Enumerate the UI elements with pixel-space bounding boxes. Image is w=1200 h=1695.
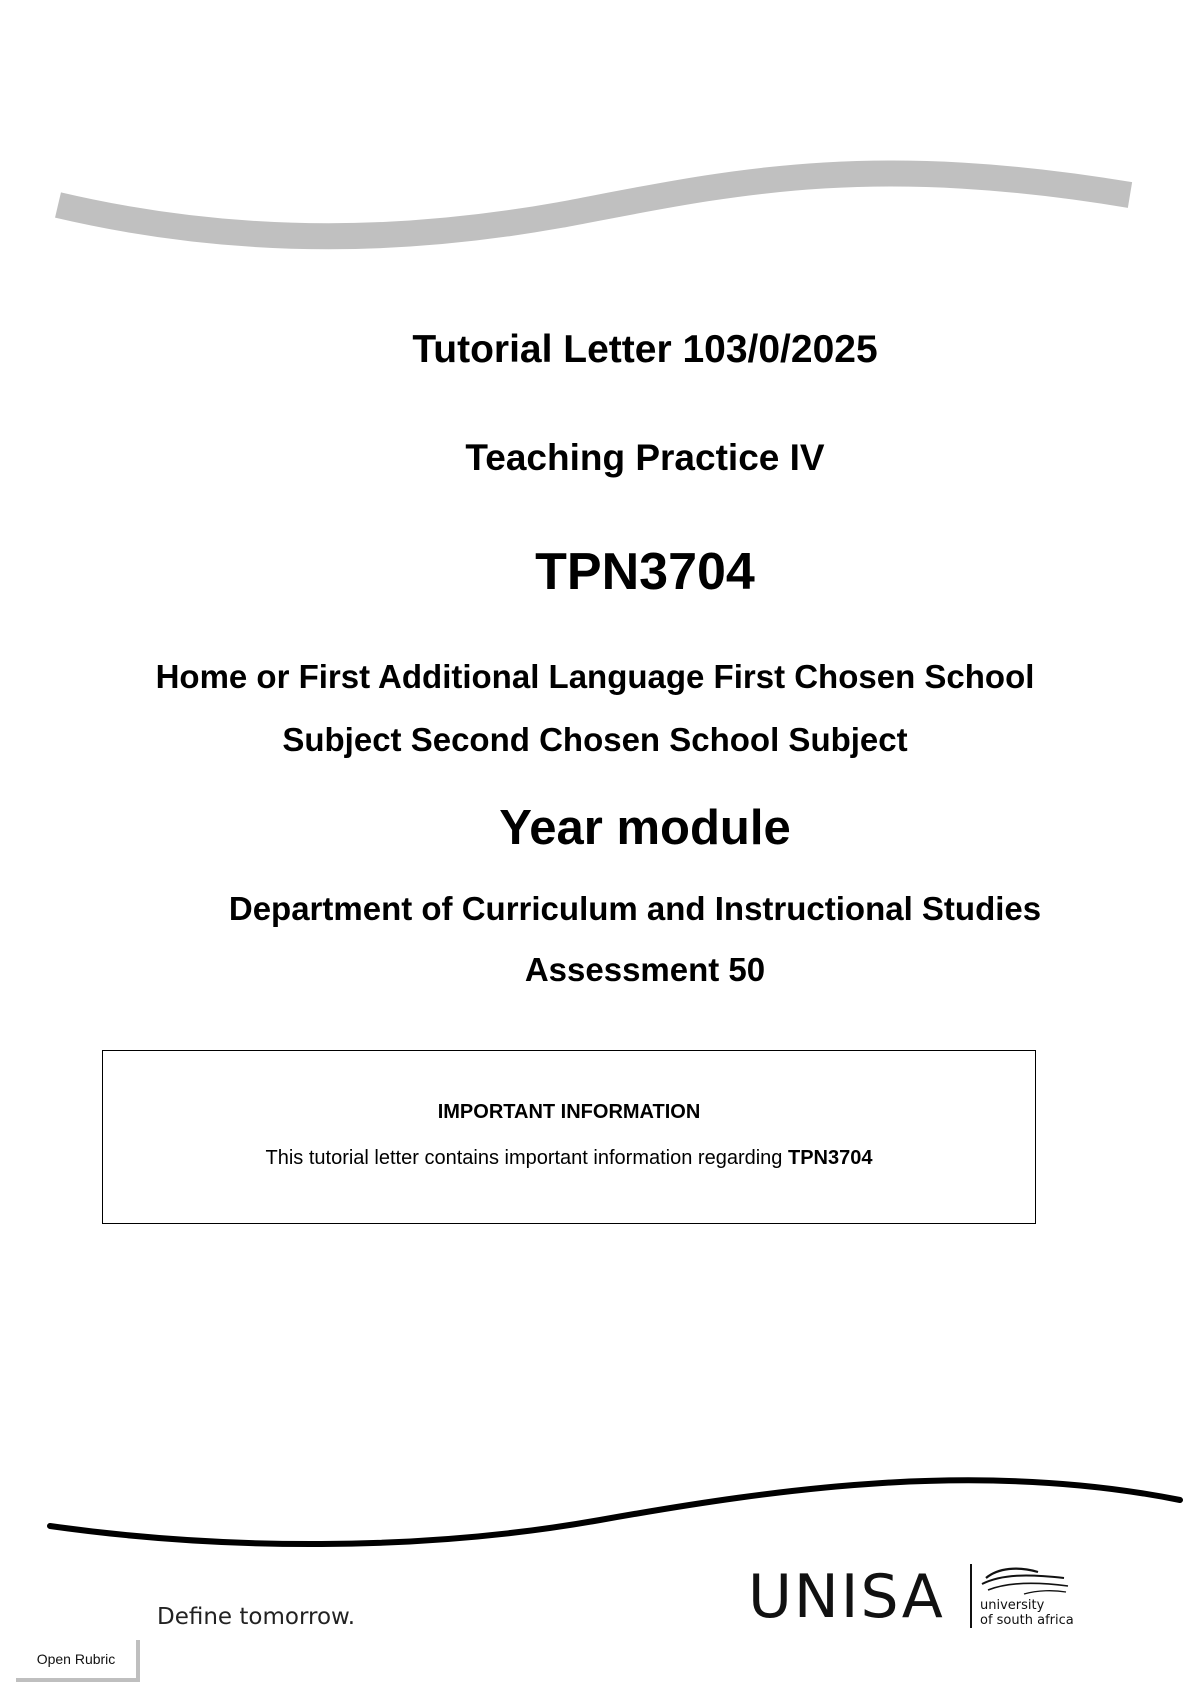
module-name: Teaching Practice IV [465, 437, 825, 478]
important-information-body: This tutorial letter contains important information regarding [265, 1147, 788, 1169]
important-information-heading: IMPORTANT INFORMATION [437, 1101, 701, 1123]
open-rubric-button[interactable]: Open Rubric [16, 1640, 140, 1682]
logo-divider [970, 1564, 972, 1628]
unisa-tagline: Define tomorrow. [157, 1604, 356, 1630]
important-information-box [102, 1050, 1036, 1224]
top-wave-decoration [0, 0, 1200, 300]
important-information-module-code: TPN3704 [787, 1147, 873, 1169]
unisa-emblem-icon [978, 1564, 1078, 1600]
logo-subtitle-line2: of south africa [980, 1613, 1074, 1628]
unisa-logo [748, 1560, 1078, 1632]
module-subjects: Home or First Additional Language First Chosen School Subject Second Chosen School Subject [155, 658, 1035, 758]
unisa-logo-subtitle [980, 1598, 1074, 1628]
assessment-number: Assessment 50 [524, 951, 766, 988]
bottom-wave-decoration [0, 1440, 1200, 1560]
module-type: Year module [499, 801, 791, 855]
logo-subtitle-line1: university [980, 1598, 1045, 1613]
tutorial-letter-number: Tutorial Letter 103/0/2025 [412, 328, 878, 371]
unisa-logo-wordmark: UNISA [748, 1562, 945, 1632]
department-name: Department of Curriculum and Instructional Studies [228, 890, 1042, 927]
important-information-text [103, 1147, 1035, 1170]
module-code: TPN3704 [535, 543, 755, 601]
